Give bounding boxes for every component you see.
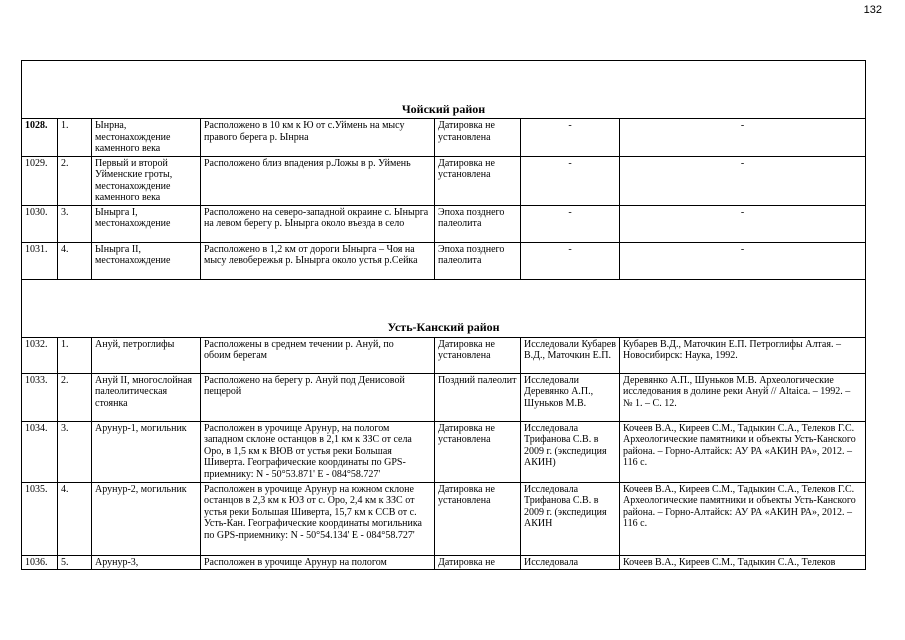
row-number: 3. — [58, 205, 92, 242]
monument-dating: Датировка не установлена — [435, 337, 521, 373]
monument-dating: Датировка не установлена — [435, 156, 521, 205]
monument-research: Исследовали Деревянко А.П., Шуньков М.В. — [521, 373, 620, 421]
record-id: 1030. — [22, 205, 58, 242]
monument-name: Ануй, петроглифы — [92, 337, 201, 373]
record-id: 1032. — [22, 337, 58, 373]
monument-literature: - — [620, 242, 866, 279]
monument-location: Расположены в среднем течении р. Ануй, по обоим берегам — [201, 337, 435, 373]
monument-location: Расположено в 1,2 км от дороги Ынырга – Чоя на мысу левобережья р. Ынырга около устья р.Сейка — [201, 242, 435, 279]
section-header-row — [22, 279, 866, 337]
monument-research: - — [521, 119, 620, 157]
monument-dating: Эпоха позднего палеолита — [435, 205, 521, 242]
record-id: 1036. — [22, 555, 58, 570]
record-id: 1035. — [22, 482, 58, 555]
monument-name: Ануй II, многослойная палеолитическая стоянка — [92, 373, 201, 421]
monument-name: Арунур-2, могильник — [92, 482, 201, 555]
section-title: Усть-Канский район — [22, 279, 866, 337]
monuments-table — [21, 60, 866, 570]
section-header-row — [22, 61, 866, 119]
monument-dating: Датировка не установлена — [435, 482, 521, 555]
table-row — [22, 373, 866, 421]
table-row — [22, 156, 866, 205]
row-number: 2. — [58, 373, 92, 421]
monument-location: Расположен в урочище Арунур на пологом — [201, 555, 435, 570]
monument-dating: Поздний палеолит — [435, 373, 521, 421]
record-id: 1029. — [22, 156, 58, 205]
monument-research: Исследовала Трифанова С.В. в 2009 г. (экспедиция АКИН) — [521, 421, 620, 482]
monument-location: Расположен в урочище Арунур, на пологом западном склоне останцов в 2,1 км к ЗЗС от села Оро, в 1,5 км к ВЮВ от устья реки Большая Шиверта. Географические координаты по GPS-приемнику: N - 50°53.871' E - 084°58.727' — [201, 421, 435, 482]
section-title: Чойский район — [22, 61, 866, 119]
monument-research: - — [521, 242, 620, 279]
record-id: 1031. — [22, 242, 58, 279]
monument-location: Расположено на берегу р. Ануй под Денисовой пещерой — [201, 373, 435, 421]
monument-name: Ынырга I, местонахождение — [92, 205, 201, 242]
monument-literature: Кочеев В.А., Киреев С.М., Тадыкин С.А., Телеков — [620, 555, 866, 570]
monument-literature: Кубарев В.Д., Маточкин Е.П. Петроглифы Алтая. – Новосибирск: Наука, 1992. — [620, 337, 866, 373]
monument-location: Расположено на северо-западной окраине с. Ынырга на левом берегу р. Ынырга около въезда в село — [201, 205, 435, 242]
monument-literature: - — [620, 119, 866, 157]
table-row — [22, 337, 866, 373]
monument-location: Расположено близ впадения р.Ложы в р. Уймень — [201, 156, 435, 205]
monument-research: - — [521, 156, 620, 205]
row-number: 1. — [58, 337, 92, 373]
monument-name: Ынырга II, местонахождение — [92, 242, 201, 279]
record-id: 1033. — [22, 373, 58, 421]
monument-literature: Кочеев В.А., Киреев С.М., Тадыкин С.А., Телеков Г.С. Археологические памятники и объекты Усть-Канского района. – Горно-Алтайск: АУ РА «АКИН РА», 2012. – 116 с. — [620, 482, 866, 555]
monument-name: Первый и второй Уйменские гроты, местонахождение каменного века — [92, 156, 201, 205]
monument-literature: Деревянко А.П., Шуньков М.В. Археологические исследования в долине реки Ануй // Altaica. – 1992. – № 1. – С. 12. — [620, 373, 866, 421]
monument-location: Расположен в урочище Арунур на южном склоне останцов в 2,3 км к ЮЗ от с. Оро, 2,4 км к ЗЗС от устья реки Большая Шиверта, 15,7 км к ССВ от с. Усть-Кан. Географические координаты могильника по GPS-приемнику: N - 50°54.134' E - 084°58.727' — [201, 482, 435, 555]
table-row — [22, 119, 866, 157]
monument-literature: - — [620, 156, 866, 205]
monument-research: - — [521, 205, 620, 242]
monument-name: Арунур-3, — [92, 555, 201, 570]
table-row — [22, 205, 866, 242]
monument-dating: Датировка не — [435, 555, 521, 570]
row-number: 3. — [58, 421, 92, 482]
monument-literature: Кочеев В.А., Киреев С.М., Тадыкин С.А., Телеков Г.С. Археологические памятники и объекты Усть-Канского района. – Горно-Алтайск: АУ РА «АКИН РА», 2012. – 116 с. — [620, 421, 866, 482]
monument-dating: Датировка не установлена — [435, 119, 521, 157]
monument-research: Исследовала — [521, 555, 620, 570]
row-number: 4. — [58, 482, 92, 555]
page-number: 132 — [863, 4, 882, 16]
table-row — [22, 242, 866, 279]
monument-dating: Эпоха позднего палеолита — [435, 242, 521, 279]
row-number: 5. — [58, 555, 92, 570]
row-number: 2. — [58, 156, 92, 205]
table-row — [22, 555, 866, 570]
monument-location: Расположено в 10 км к Ю от с.Уймень на мысу правого берега р. Ынрна — [201, 119, 435, 157]
monument-research: Исследовали Кубарев В.Д., Маточкин Е.П. — [521, 337, 620, 373]
monument-research: Исследовала Трифанова С.В. в 2009 г. (экспедиция АКИН — [521, 482, 620, 555]
monument-dating: Датировка не установлена — [435, 421, 521, 482]
monument-literature: - — [620, 205, 866, 242]
record-id: 1028. — [22, 119, 58, 157]
row-number: 1. — [58, 119, 92, 157]
monument-name: Ынрна, местонахождение каменного века — [92, 119, 201, 157]
table-row — [22, 421, 866, 482]
row-number: 4. — [58, 242, 92, 279]
monument-name: Арунур-1, могильник — [92, 421, 201, 482]
table-row — [22, 482, 866, 555]
record-id: 1034. — [22, 421, 58, 482]
